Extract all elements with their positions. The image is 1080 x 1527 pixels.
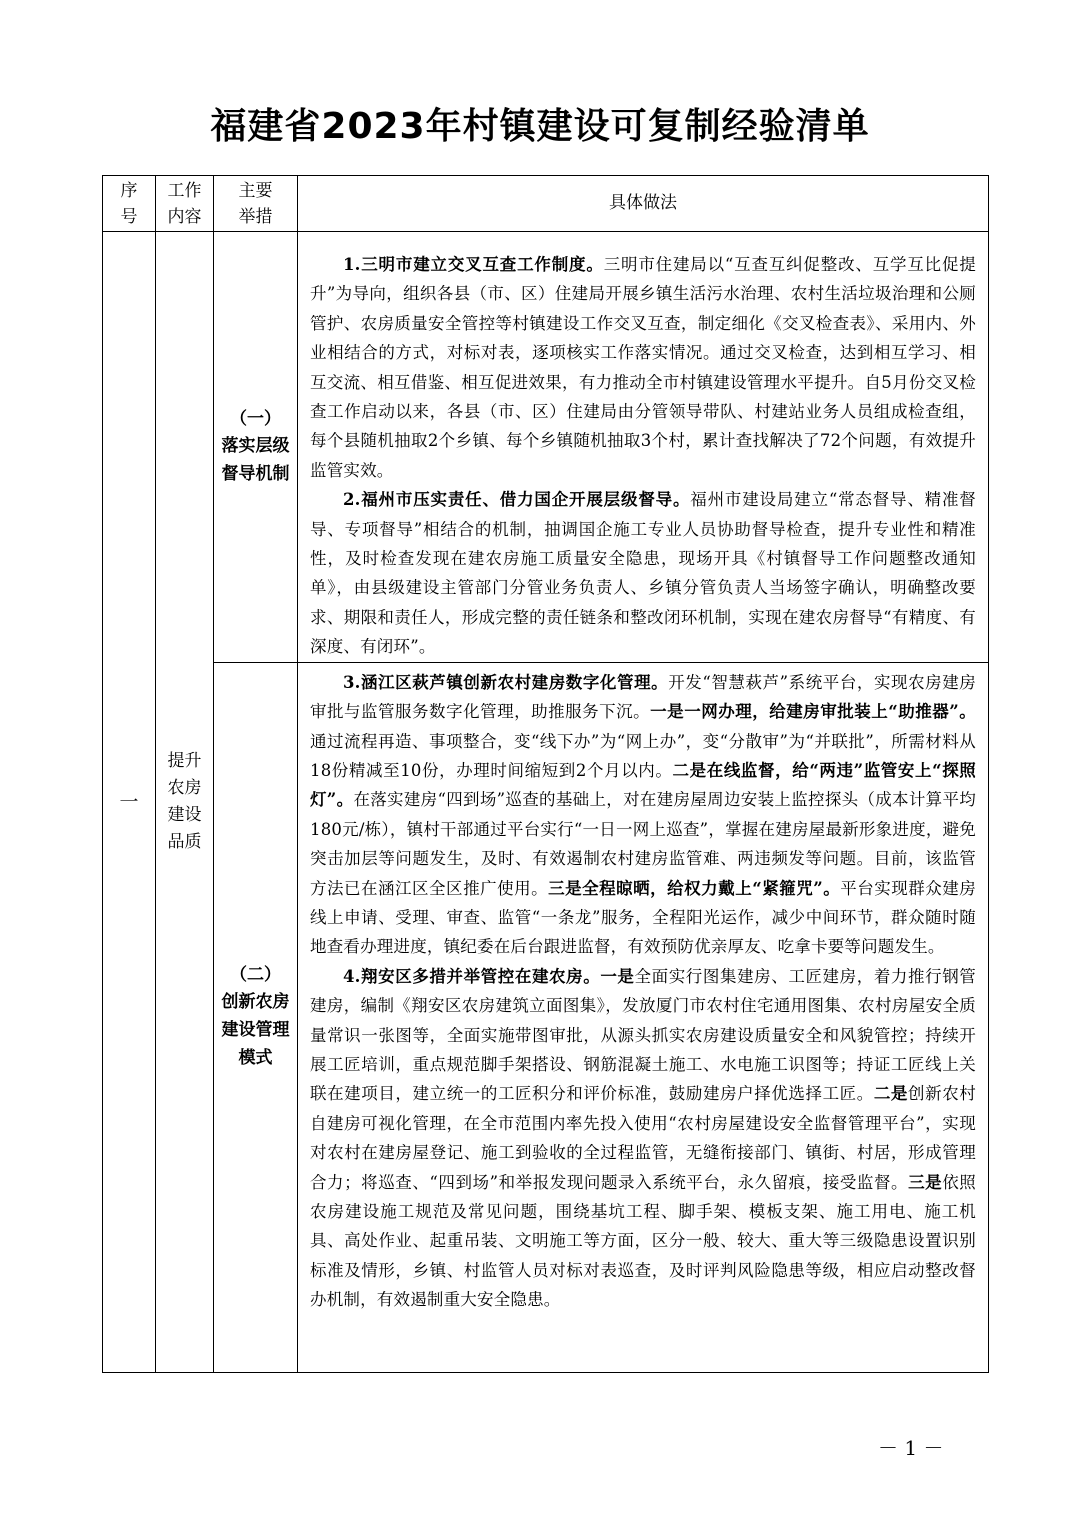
measure-name-1: 落实层级督导机制	[221, 435, 290, 484]
experience-table	[102, 175, 989, 1373]
text-run: 依照农房建设施工规范及常见问题，围绕基坑工程、脚手架、模板支架、施工用电、施工机具、高处作业、起重吊装、文明施工等方面，区分一般、较大、重大等三级隐患设置识别标准及情形，乡镇、村监管人员对标对表巡查，及时评判风险隐患等级，相应启动整改督办机制，有效遏制重大安全隐患。	[310, 1172, 976, 1310]
bold-run: 一是一网办理，给建房审批装上“助推器”。	[650, 702, 977, 722]
table-row	[103, 232, 989, 663]
detail-cell-1	[298, 232, 989, 663]
header-seq	[103, 176, 156, 232]
text-run: 福州市建设局建立“常态督导、精准督导、专项督导”相结合的机制，抽调国企施工专业人员协助督导检查，提升专业性和精准性，及时检查发现在建农房施工质量安全隐患，现场开具《村镇督导工作问题整改通知单》，由县级建设主管部门分管业务负责人、乡镇分管负责人当场签字确认，明确整改要求、期限和责任人，形成完整的责任链条和整改闭环机制，实现在建农房督导“有精度、有深度、有闭环”。	[310, 490, 976, 657]
text-run: 在落实建房“四到场”巡查的基础上，对在建房屋周边安装上监控探头（成本计算平均180元/栋），镇村干部通过平台实行“一日一网上巡查”，掌握在建房屋最新形象进度，避免突击加层等问题发生，及时、有效遏制农村建房监管难、两违频发等问题。目前，该监管方法已在涵江区全区推广使用。	[310, 790, 976, 898]
header-measure-text: 主要举措	[238, 180, 273, 227]
page-title: 福建省2023年村镇建设可复制经验清单	[210, 106, 870, 147]
bold-run: 三是	[908, 1172, 943, 1192]
page-number: － 1 －	[878, 1436, 944, 1460]
measure-name-2: 创新农房建设管理模式	[221, 992, 290, 1069]
row-work-text: 提升农房建设品质	[167, 750, 202, 852]
text-run: 全面实行图集建房、工匠建房，着力推行钢管建房，编制《翔安区农房建筑立面图集》，发放厦门市农村住宅通用图集、农村房屋安全质量常识一张图等，全面实施带图审批，从源头抓实农房建设质量安全和风貌管控；持续开展工匠培训，重点规范脚手架搭设、钢筋混凝土施工、水电施工识图等；持证工匠线上关联在建项目，建立统一的工匠积分和评价标准，鼓励建房户择优选择工匠。	[310, 966, 977, 1104]
measure-num-1: （一）	[230, 408, 281, 429]
detail-paragraph	[310, 485, 976, 661]
row-work	[156, 232, 214, 1373]
bold-run: 二是	[873, 1084, 909, 1104]
bold-run: 3.涵江区萩芦镇创新农村建房数字化管理。	[343, 672, 669, 692]
detail-cell-2	[298, 662, 989, 1372]
detail-paragraph	[310, 250, 976, 485]
row-seq: 一	[103, 232, 156, 1373]
header-detail: 具体做法	[298, 176, 989, 232]
bold-run: 二是在线监督，给“两违”监管安上“探照灯”。	[310, 760, 976, 810]
detail-paragraph	[310, 668, 976, 962]
bold-run: 2.福州市压实责任、借力国企开展层级督导。	[343, 490, 691, 510]
header-work	[156, 176, 214, 232]
measure-cell-2	[214, 662, 298, 1372]
header-measure	[214, 176, 298, 232]
text-run: 三明市住建局以“互查互纠促整改、互学互比促提升”为导向，组织各县（市、区）住建局开展乡镇生活污水治理、农村生活垃圾治理和公厕管护、农房质量安全管控等村镇建设工作交叉互查，制定细化《交叉检查表》、采用内、外业相结合的方式，对标对表，逐项核实工作落实情况。通过交叉检查，达到相互学习、相互交流、相互借鉴、相互促进效果，有力推动全市村镇建设管理水平提升。自5月份交叉检查工作启动以来，各县（市、区）住建局由分管领导带队、村建站业务人员组成检查组，每个县随机抽取2个乡镇、每个乡镇随机抽取3个村，累计查找解决了72个问题，有效提升监管实效。	[310, 255, 976, 480]
table-row	[103, 662, 989, 1372]
text-run: 通过流程再造、事项整合，变“线下办”为“网上办”，变“分散审”为“并联批”，所需材料从18份精减至10份，办理时间缩短到2个月以内。	[310, 731, 976, 780]
bold-run: 三是全程晾晒，给权力戴上“紧箍咒”。	[548, 878, 841, 898]
measure-num-2: （二）	[230, 965, 281, 986]
text-run: 创新农村自建房可视化管理，在全市范围内率先投入使用“农村房屋建设安全监督管理平台”，实现对农村在建房屋登记、施工到验收的全过程监管，无缝衔接部门、镇街、村居，形成管理合力；将巡查、“四到场”和举报发现问题录入系统平台，永久留痕，接受监督。	[310, 1084, 976, 1192]
header-seq-text: 序号	[120, 180, 138, 227]
measure-cell-1	[214, 232, 298, 663]
detail-paragraph	[310, 962, 976, 1315]
text-run: 开发“智慧萩芦”系统平台，实现农房建房审批与监管服务数字化管理，助推服务下沉。	[310, 672, 977, 722]
table-header-row	[103, 176, 989, 232]
text-run: 平台实现群众建房线上申请、受理、审查、监管“一条龙”服务，全程阳光运作，减少中间环节，群众随时随地查看办理进度，镇纪委在后台跟进监督，有效预防优亲厚友、吃拿卡要等问题发生。	[310, 878, 976, 957]
bold-run: 4.翔安区多措并举管控在建农房。一是	[343, 966, 635, 986]
bold-run: 1.三明市建立交叉互查工作制度。	[343, 255, 604, 274]
header-work-text: 工作内容	[167, 180, 202, 227]
